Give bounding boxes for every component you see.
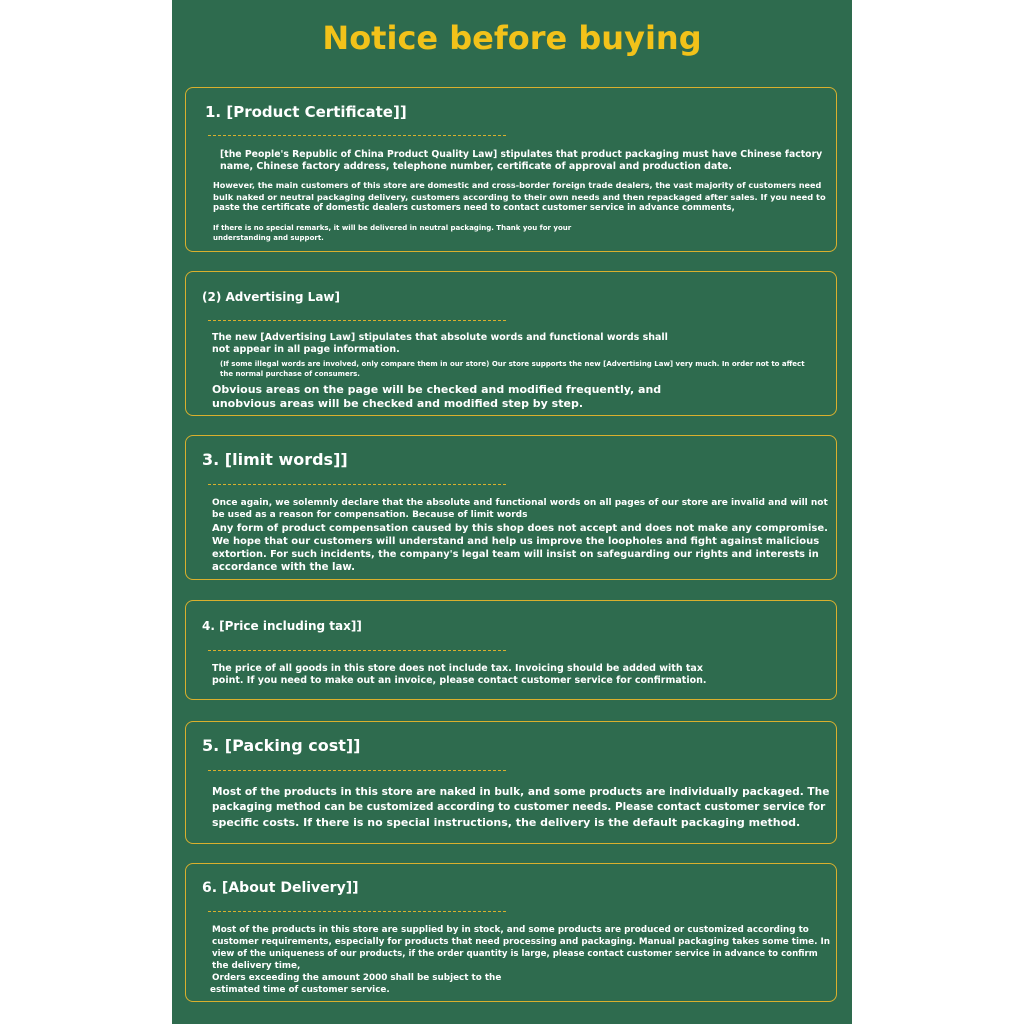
- section-divider: [208, 320, 506, 321]
- text-line: customer requirements, especially for products that need processing and packaging. Manual packaging takes some time. In: [212, 937, 831, 947]
- text-line: However, the main customers of this store are domestic and cross-border foreign trade dealers, the vast majority of customers need: [213, 180, 822, 190]
- section-advertising-law: [185, 271, 837, 416]
- text-line: unobvious areas will be checked and modified step by step.: [212, 397, 583, 410]
- section-price-including-tax: [185, 600, 837, 700]
- text-line: be used as a reason for compensation. Because of limit words: [212, 510, 528, 520]
- text-line: specific costs. If there is no special instructions, the delivery is the default packaging method.: [212, 816, 801, 829]
- section-about-delivery: [185, 863, 837, 1002]
- text-line: Any form of product compensation caused by this shop does not accept and does not make any compromise.: [212, 523, 828, 534]
- section-product-certificate: [185, 87, 837, 252]
- section-divider: [208, 650, 506, 651]
- text-line: Orders exceeding the amount 2000 shall be subject to the: [212, 973, 502, 983]
- section-heading: 1. [Product Certificate]]: [205, 103, 407, 121]
- section-limit-words: [185, 435, 837, 580]
- text-line: Obvious areas on the page will be checked and modified frequently, and: [212, 383, 662, 396]
- text-line: bulk naked or neutral packaging delivery, customers according to their own needs and then repackaged after sales. If you need to: [213, 192, 826, 202]
- section-divider: [208, 911, 506, 912]
- section-divider: [208, 135, 506, 136]
- section-heading: 4. [Price including tax]]: [202, 619, 362, 633]
- text-line: estimated time of customer service.: [210, 985, 390, 995]
- section-packing-cost: [185, 721, 837, 844]
- text-line: Once again, we solemnly declare that the absolute and functional words on all pages of our store are invalid and will not: [212, 498, 828, 508]
- text-line: the delivery time,: [212, 961, 301, 971]
- text-line: not appear in all page information.: [212, 344, 400, 355]
- text-line: accordance with the law.: [212, 562, 356, 573]
- text-line: If there is no special remarks, it will be delivered in neutral packaging. Thank you for your: [213, 224, 572, 232]
- text-line: We hope that our customers will understand and help us improve the loopholes and fight against malicious: [212, 536, 820, 547]
- text-line: the normal purchase of consumers.: [220, 370, 360, 378]
- text-line: (If some illegal words are involved, only compare them in our store) Our store supports the new [Advertising Law] very much. In order not to affect: [220, 360, 805, 368]
- text-line: Most of the products in this store are naked in bulk, and some products are individually packaged. The: [212, 786, 830, 798]
- section-heading: 6. [About Delivery]]: [202, 880, 359, 896]
- text-line: point. If you need to make out an invoice, please contact customer service for confirmation.: [212, 675, 707, 686]
- section-heading: (2) Advertising Law]: [202, 290, 340, 304]
- text-line: paste the certificate of domestic dealers customers need to contact customer service in advance comments,: [213, 203, 735, 213]
- text-line: packaging method can be customized according to customer needs. Please contact customer service for: [212, 801, 826, 813]
- text-line: understanding and support.: [213, 234, 324, 242]
- text-line: The price of all goods in this store does not include tax. Invoicing should be added with tax: [212, 663, 703, 674]
- text-line: extortion. For such incidents, the company's legal team will insist on safeguarding our rights and interests in: [212, 549, 819, 560]
- text-line: name, Chinese factory address, telephone number, certificate of approval and production date.: [220, 161, 732, 172]
- section-heading: 5. [Packing cost]]: [202, 736, 361, 755]
- section-divider: [208, 770, 506, 771]
- section-divider: [208, 484, 506, 485]
- text-line: Most of the products in this store are supplied by in stock, and some products are produced or customized according to: [212, 925, 809, 935]
- text-line: The new [Advertising Law] stipulates that absolute words and functional words shall: [212, 332, 668, 343]
- text-line: [the People's Republic of China Product Quality Law] stipulates that product packaging must have Chinese factory: [220, 149, 823, 160]
- text-line: view of the uniqueness of our products, if the order quantity is large, please contact customer service in advance to confirm: [212, 949, 818, 959]
- page-title: Notice before buying: [322, 19, 702, 57]
- section-heading: 3. [limit words]]: [202, 450, 348, 469]
